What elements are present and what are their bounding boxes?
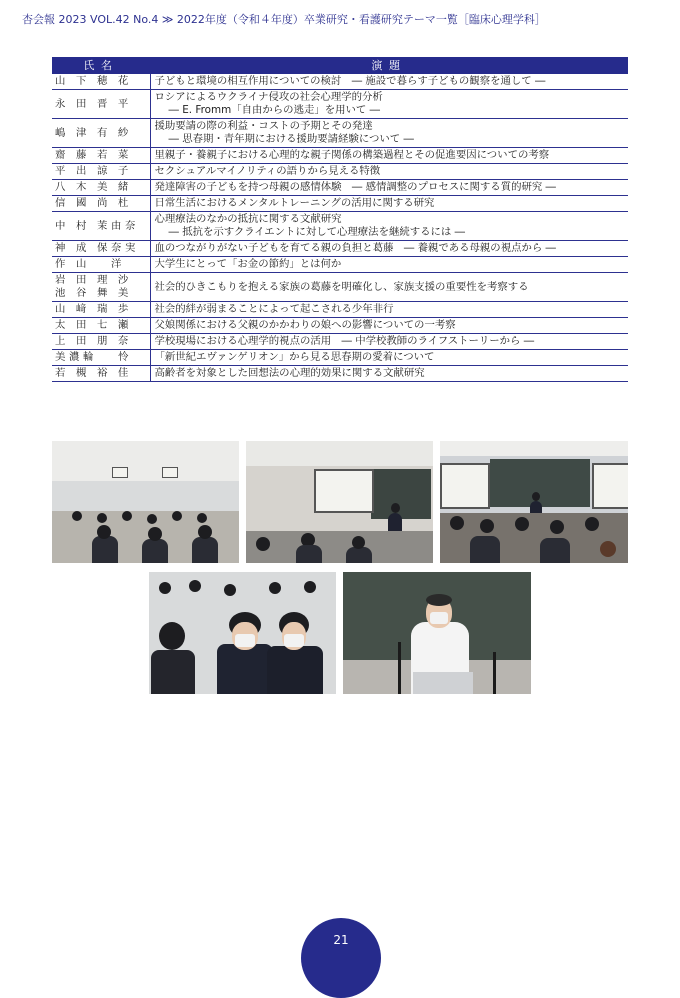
research-title: [150, 334, 628, 350]
author-name: 神 成 保奈実: [52, 241, 150, 257]
title-line: 大学生にとって「お金の節約」とは何か: [154, 258, 342, 270]
research-title: [150, 302, 628, 318]
table-row: [52, 119, 628, 148]
title-line: 援助要請の際の利益・コストの予期とその発達: [154, 120, 373, 132]
table-body: [52, 74, 628, 382]
page-number-badge: [301, 918, 381, 998]
theme-table: [52, 57, 628, 382]
table-row: [52, 148, 628, 164]
column-header-name: 氏名: [52, 57, 150, 74]
author-name: 作 山 洋: [52, 257, 150, 273]
table-row: [52, 334, 628, 350]
table-row: [52, 241, 628, 257]
table-row: [52, 196, 628, 212]
research-title: [150, 212, 628, 241]
research-title: [150, 241, 628, 257]
photo-audience-students: [149, 572, 336, 694]
research-title: [150, 90, 628, 119]
title-line: ロシアによるウクライナ侵攻の社会心理学的分析: [154, 91, 383, 103]
research-title: [150, 318, 628, 334]
table-row: [52, 90, 628, 119]
table-row: [52, 350, 628, 366]
author-name: 山 﨑 瑞 歩: [52, 302, 150, 318]
author-name: 山 下 穂 花: [52, 74, 150, 90]
research-title: [150, 366, 628, 382]
research-title: [150, 180, 628, 196]
title-line: 社会的ひきこもりを抱える家族の葛藤を明確化し、家族支援の重要性を考察する: [154, 280, 529, 293]
table-row: [52, 257, 628, 273]
author-name: 若 槻 裕 佳: [52, 366, 150, 382]
title-line: 社会的絆が弱まることによって起こされる少年非行: [154, 303, 394, 315]
column-header-title: 演題: [150, 57, 628, 74]
research-title: [150, 257, 628, 273]
author-name: 齋 藤 若 菜: [52, 148, 150, 164]
page-header: 杏会報 2023 VOL.42 No.4 ≫ 2022年度（令和４年度）卒業研究・看護研究テーマ一覧［臨床心理学科］: [22, 13, 546, 26]
author-name: 上 田 朋 奈: [52, 334, 150, 350]
author-name: 八 木 美 緒: [52, 180, 150, 196]
table-row: [52, 164, 628, 180]
title-line: 学校現場における心理学的視点の活用 ― 中学校教師のライフストーリーから ―: [154, 335, 535, 347]
research-title: [150, 164, 628, 180]
title-line: 子どもと環境の相互作用についての検討 ― 施設で暮らす子どもの観察を通して ―: [154, 75, 546, 87]
photo-teacher-presenter: [343, 572, 531, 694]
table-header-row: [52, 57, 628, 74]
page-number: 21: [333, 933, 349, 947]
research-title: [150, 74, 628, 90]
photo-lecture-hall-wide: [52, 441, 239, 563]
title-line: 血のつながりがない子どもを育てる親の負担と葛藤 ― 養親である母親の視点から ―: [154, 242, 556, 254]
author-name: 信 國 尚 杜: [52, 196, 150, 212]
author-name: 平 出 諒 子: [52, 164, 150, 180]
research-title: [150, 148, 628, 164]
title-line: 心理療法のなかの抵抗に関する文献研究: [154, 213, 342, 225]
author-name: 嶋 津 有 紗: [52, 119, 150, 148]
research-title: [150, 350, 628, 366]
subtitle-line: ― 思春期・青年期における援助要請経験について ―: [168, 133, 414, 145]
author-name: 太 田 七 瀬: [52, 318, 150, 334]
research-title: [150, 119, 628, 148]
research-title: [150, 196, 628, 212]
photo-presentation-stage: [246, 441, 433, 563]
title-line: 高齢者を対象とした回想法の心理的効果に関する文献研究: [154, 367, 425, 379]
author-name: 美濃輪 怜: [52, 350, 150, 366]
photo-presenter-podium: [440, 441, 628, 563]
subtitle-line: ― E. Fromm「自由からの逃走」を用いて ―: [168, 104, 380, 116]
author-name: 永 田 晋 平: [52, 90, 150, 119]
author-name: 岩 田 理 沙 池 谷 舞 美: [52, 273, 150, 302]
table-row: [52, 318, 628, 334]
title-line: セクシュアルマイノリティの語りから見える特徴: [154, 165, 381, 177]
title-line: 「新世紀エヴァンゲリオン」から見る思春期の愛着について: [154, 351, 435, 363]
title-line: 日常生活におけるメンタルトレーニングの活用に関する研究: [154, 197, 435, 209]
subtitle-line: ― 抵抗を示すクライエントに対して心理療法を継続するには ―: [168, 226, 466, 238]
table-row: [52, 366, 628, 382]
title-line: 父娘関係における父親のかかわりの娘への影響についての一考察: [154, 319, 456, 331]
table-row: [52, 74, 628, 90]
table-row: [52, 212, 628, 241]
author-name: 中 村 茉由奈: [52, 212, 150, 241]
title-line: 里親子・養親子における心理的な親子関係の構築過程とその促進要因についての考察: [154, 149, 550, 161]
table-row: [52, 302, 628, 318]
table-row: [52, 273, 628, 302]
title-line: 発達障害の子どもを持つ母親の感情体験 ― 感情調整のプロセスに関する質的研究 ―: [154, 181, 556, 193]
table-row: [52, 180, 628, 196]
research-title: [150, 273, 628, 302]
